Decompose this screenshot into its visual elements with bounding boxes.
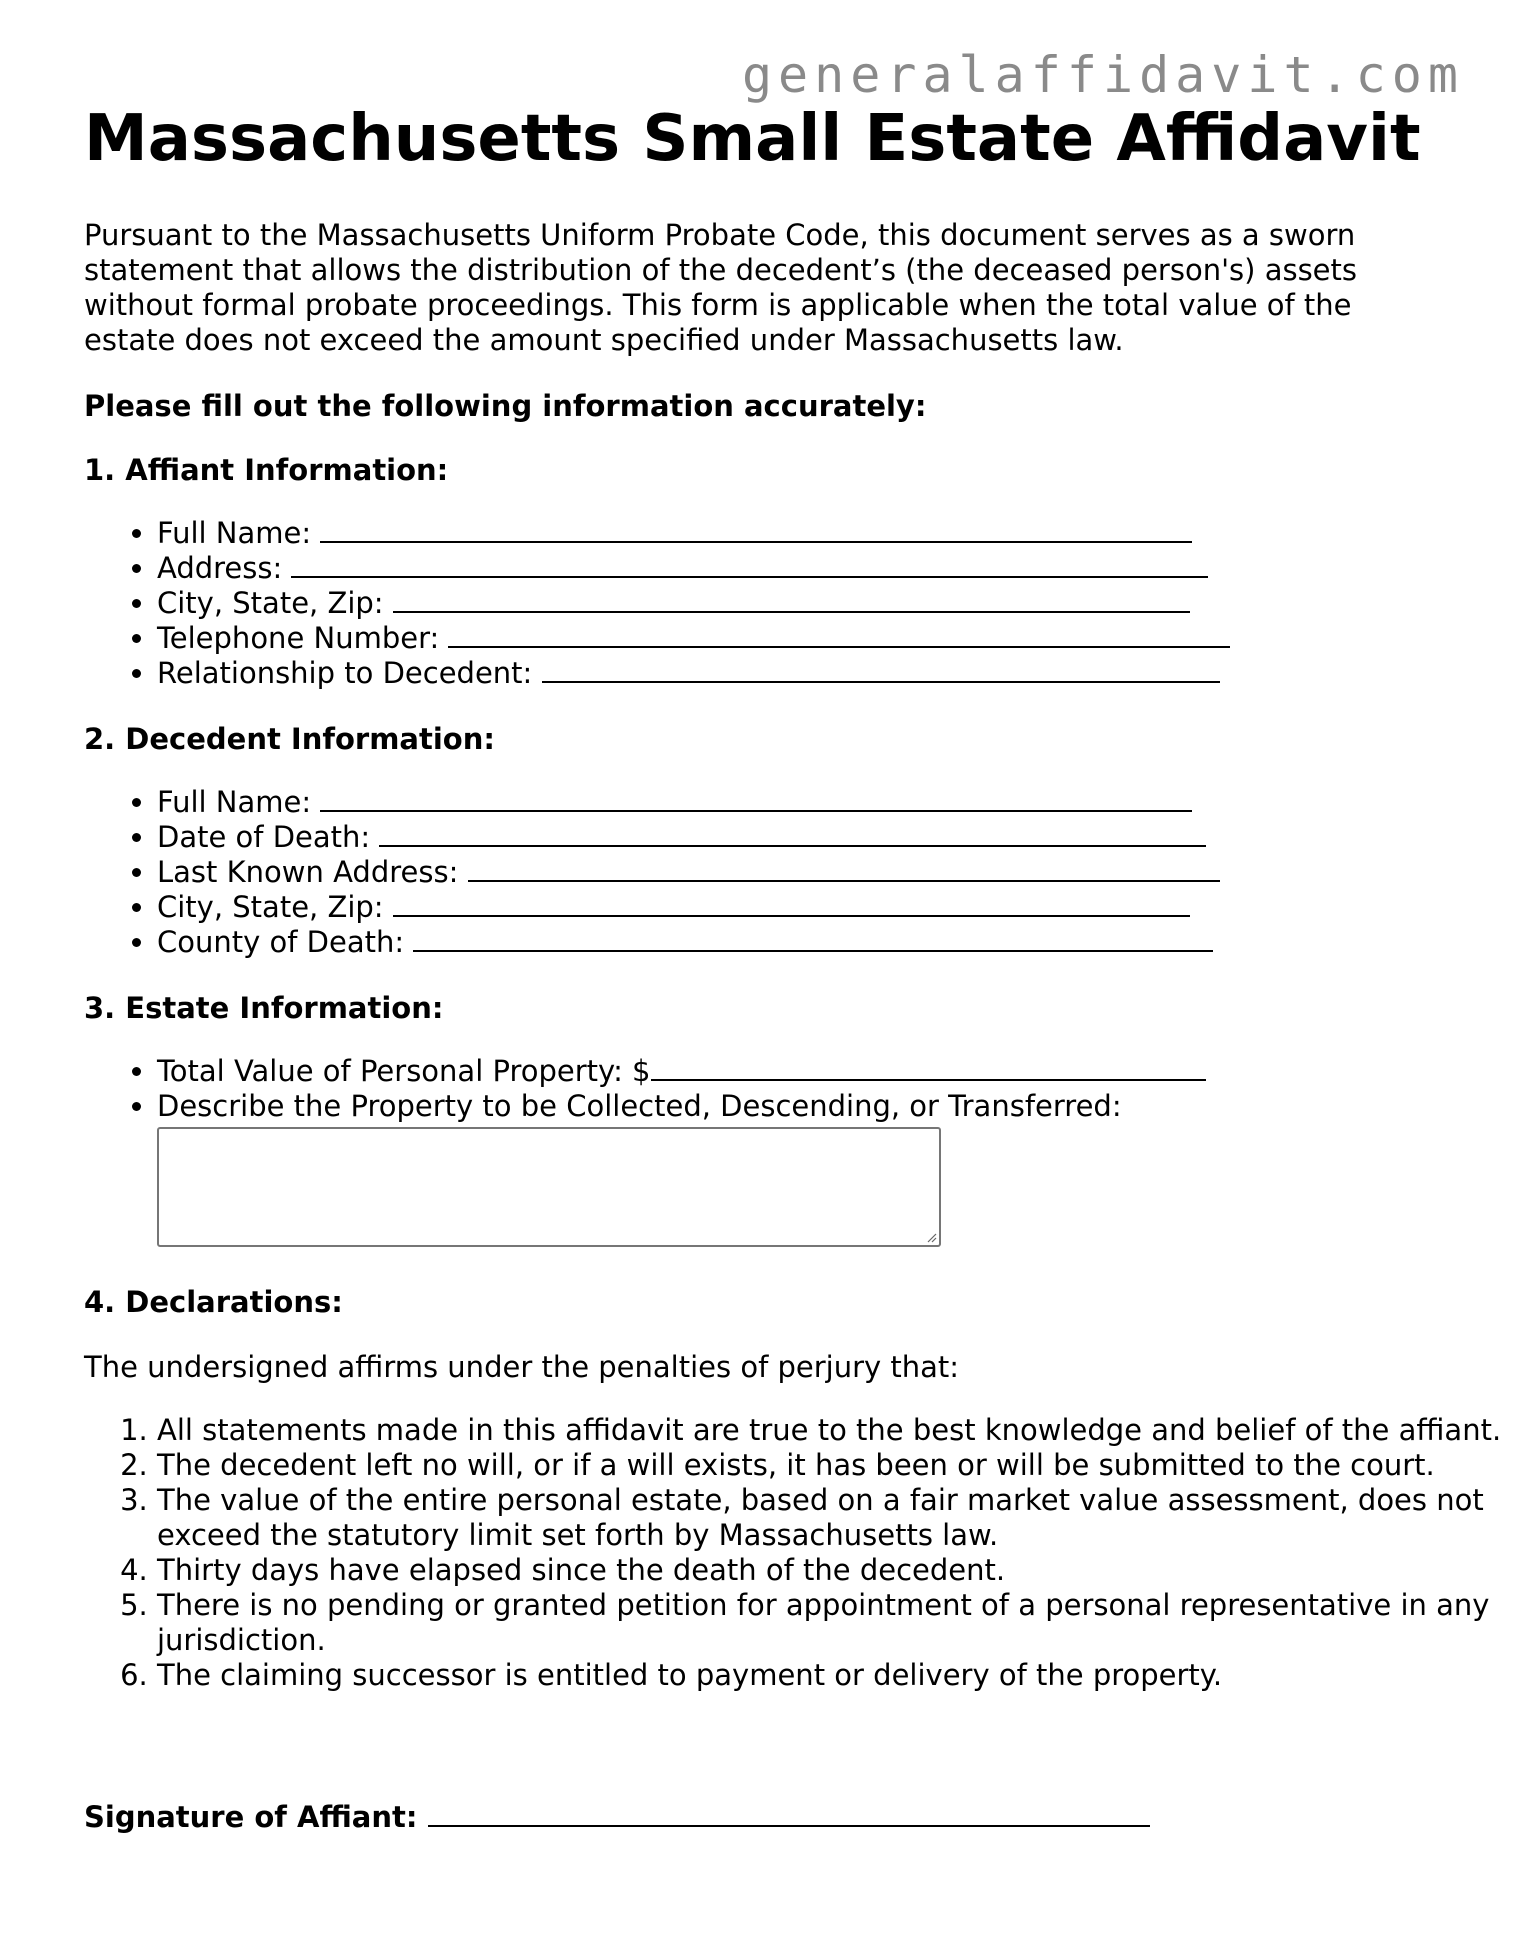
field-label: Full Name: [157, 516, 312, 550]
blank-line[interactable] [379, 821, 1206, 847]
blank-line[interactable] [393, 587, 1190, 613]
declaration-item: 6. The claiming successor is entitled to payment or delivery of the property. [157, 1658, 1502, 1693]
field-label: Total Value of Personal Property: $ [157, 1054, 651, 1088]
declarations-intro: The undersigned affirms under the penalties of perjury that: [84, 1350, 960, 1384]
field-label: Full Name: [157, 785, 312, 819]
decedent-fields [84, 785, 1220, 960]
field-total-value[interactable] [157, 1054, 1206, 1089]
instruction-text: Please fill out the following information accurately: [84, 389, 927, 423]
blank-line[interactable] [542, 657, 1220, 683]
field-decedent-last-address[interactable] [157, 855, 1220, 890]
section-heading-affiant: 1. Affiant Information: [84, 453, 449, 487]
declaration-item: 1. All statements made in this affidavit are true to the best knowledge and belief of the affiant. [157, 1413, 1502, 1448]
declaration-item: 4. Thirty days have elapsed since the death of the decedent. [157, 1553, 1502, 1588]
field-label: County of Death: [157, 925, 405, 959]
field-decedent-date-of-death[interactable] [157, 820, 1220, 855]
field-decedent-city-state-zip[interactable] [157, 890, 1220, 925]
watermark: generalaffidavit.com [741, 46, 1464, 104]
signature-line [84, 1800, 1150, 1835]
field-decedent-county-of-death[interactable] [157, 925, 1220, 960]
blank-line[interactable] [413, 926, 1213, 952]
declaration-item: 2. The decedent left no will, or if a will exists, it has been or will be submitted to the court. [157, 1448, 1502, 1483]
section-heading-estate: 3. Estate Information: [84, 991, 444, 1025]
affiant-fields [84, 516, 1230, 691]
field-label: Last Known Address: [157, 855, 459, 889]
page-title: Massachusetts Small Estate Affidavit [84, 102, 1421, 176]
blank-line[interactable] [448, 622, 1230, 648]
field-label: Telephone Number: [157, 621, 440, 655]
field-affiant-telephone[interactable] [157, 621, 1230, 656]
field-label: Describe the Property to be Collected, Descending, or Transferred: [157, 1089, 1122, 1123]
blank-line[interactable] [468, 856, 1220, 882]
signature-blank[interactable] [428, 1801, 1150, 1827]
blank-line[interactable] [393, 891, 1190, 917]
blank-line[interactable] [320, 517, 1192, 543]
intro-paragraph: Pursuant to the Massachusetts Uniform Probate Code, this document serves as a sworn statement that allows the distribution of the decedent’s (the deceased person's) assets without formal probate proceedings. This form is applicable when the total value of the estate does not exceed the amount specified under Massachusetts law. [84, 218, 1357, 357]
field-decedent-full-name[interactable] [157, 785, 1220, 820]
declaration-item: 3. The value of the entire personal estate, based on a fair market value assessment, does not exceed the statutory limit set forth by Massachusetts law. [157, 1483, 1502, 1553]
section-heading-declarations: 4. Declarations: [84, 1285, 343, 1319]
field-affiant-address[interactable] [157, 551, 1230, 586]
blank-line[interactable] [651, 1055, 1206, 1081]
field-affiant-relationship[interactable] [157, 656, 1230, 691]
field-label: City, State, Zip: [157, 890, 384, 924]
resize-grip-icon[interactable] [925, 1231, 937, 1243]
field-affiant-full-name[interactable] [157, 516, 1230, 551]
field-label: Date of Death: [157, 820, 371, 854]
section-heading-decedent: 2. Decedent Information: [84, 722, 495, 756]
estate-fields [84, 1054, 1206, 1247]
signature-label: Signature of Affiant: [84, 1800, 418, 1834]
declaration-item: 5. There is no pending or granted petition for appointment of a personal representative in any jurisdiction. [157, 1588, 1502, 1658]
field-describe-property [157, 1089, 1206, 1247]
field-affiant-city-state-zip[interactable] [157, 586, 1230, 621]
field-label: Relationship to Decedent: [157, 656, 533, 690]
blank-line[interactable] [320, 786, 1192, 812]
field-label: Address: [157, 551, 283, 585]
property-description-textarea[interactable] [157, 1127, 941, 1247]
blank-line[interactable] [291, 552, 1208, 578]
field-label: City, State, Zip: [157, 586, 384, 620]
declarations-list [84, 1413, 1502, 1693]
